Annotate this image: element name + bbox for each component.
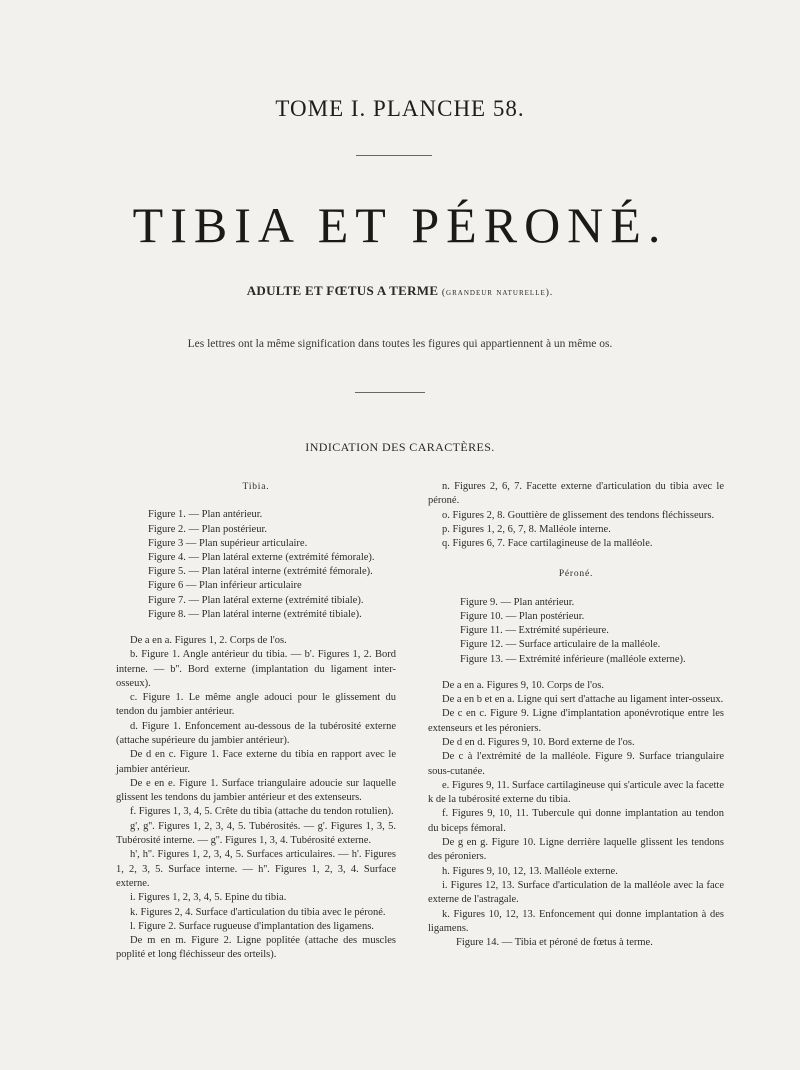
divider-top <box>356 155 432 156</box>
divider-middle <box>355 392 425 393</box>
section-heading: INDICATION DES CARACTÈRES. <box>305 440 495 454</box>
perone-paragraph: De c à l'extrémité de la malléole. Figure 9. Surface triangulaire sous-cutanée. <box>428 751 724 777</box>
tibia-paragraph: l. Figure 2. Surface rugueuse d'implantation des ligamens. <box>130 920 374 932</box>
tibia-paragraph: b. Figure 1. Angle antérieur du tibia. — b'. Figures 1, 2. Bord interne. — b''. Bord externe (implantation du ligament inter-osseux). <box>116 649 396 689</box>
tibia-paragraph: f. Figures 1, 3, 4, 5. Crête du tibia (attache du tendon rotulien). <box>130 806 394 818</box>
tibia-paragraph: i. Figures 1, 2, 3, 4, 5. Epine du tibia. <box>130 892 287 904</box>
tibia-paragraph: c. Figure 1. Le même angle adouci pour le glissement du tendon du jambier antérieur. <box>116 692 396 718</box>
perone-paragraph: f. Figures 9, 10, 11. Tubercule qui donne implantation au tendon du biceps fémoral. <box>428 808 724 834</box>
figure-item: Figure 10. — Plan postérieur. <box>460 610 585 622</box>
right-column <box>428 480 724 950</box>
tibia-paragraph: De e en e. Figure 1. Surface triangulaire adoucie sur laquelle glissent les tendons du jambier antérieur et des extenseurs. <box>116 777 396 804</box>
tibia-paragraph: p. Figures 1, 2, 6, 7, 8. Malléole interne. <box>442 523 611 535</box>
figure-item: Figure 11. — Extrémité supérieure. <box>460 625 609 637</box>
tibia-paragraph: k. Figures 2, 4. Surface d'articulation du tibia avec le péroné. <box>130 906 386 918</box>
tome-heading: TOME I. PLANCHE 58. <box>275 96 525 121</box>
tibia-paragraph: n. Figures 2, 6, 7. Facette externe d'articulation du tibia avec le péroné. <box>428 481 724 507</box>
tibia-paragraph: De m en m. Figure 2. Ligne poplitée (attache des muscles poplité et long fléchisseur des orteils). <box>116 935 396 961</box>
figure-item: Figure 6 — Plan inférieur articulaire <box>148 580 302 592</box>
figure-item: Figure 1. — Plan antérieur. <box>148 509 263 521</box>
figure-item: Figure 8. — Plan latéral interne (extrémité tibiale). <box>148 608 362 620</box>
perone-paragraph: De a en b et en a. Ligne qui sert d'attache au ligament inter-osseux. <box>442 694 724 706</box>
subtitle-note: (grandeur naturelle). <box>441 288 554 298</box>
tibia-paragraph: q. Figures 6, 7. Face cartilagineuse de la malléole. <box>442 538 653 550</box>
page-title: TIBIA ET PÉRONÉ. <box>132 197 668 253</box>
figure-item: Figure 3 — Plan supérieur articulaire. <box>148 537 308 549</box>
left-column <box>116 480 396 963</box>
tibia-paragraph: De a en a. Figures 1, 2. Corps de l'os. <box>130 634 287 646</box>
figure-item: Figure 4. — Plan latéral externe (extrémité fémorale). <box>148 551 375 563</box>
tibia-heading: Tibia. <box>242 482 270 492</box>
perone-paragraph: De a en a. Figures 9, 10. Corps de l'os. <box>442 679 604 691</box>
perone-paragraph: k. Figures 10, 12, 13. Enfoncement qui donne implantation à des ligamens. <box>428 908 724 934</box>
perone-paragraph: De g en g. Figure 10. Ligne derrière laquelle glissent les tendons des péroniers. <box>428 837 724 863</box>
tibia-paragraph: g', g''. Figures 1, 2, 3, 4, 5. Tubérosités. — g'. Figures 1, 3, 5. Tubérosité interne. — g''. Figures 1, 3, 4. Tubérosité externe. <box>116 820 396 847</box>
figure-item: Figure 7. — Plan latéral externe (extrémité tibiale). <box>148 594 364 606</box>
figure-item: Figure 13. — Extrémité inférieure (malléole externe). <box>460 653 686 665</box>
subtitle <box>0 283 800 299</box>
perone-last-figure: Figure 14. — Tibia et péroné de fœtus à terme. <box>456 937 653 949</box>
subtitle-main: ADULTE ET FŒTUS A TERME <box>246 283 439 298</box>
tibia-paragraph: o. Figures 2, 8. Gouttière de glissement des tendons fléchisseurs. <box>442 509 715 521</box>
perone-paragraph: i. Figures 12, 13. Surface d'articulation de la malléole avec la face externe de l'astragale. <box>428 879 724 906</box>
perone-paragraph: e. Figures 9, 11. Surface cartilagineuse qui s'articule avec la facette k de la tubérosité externe du tibia. <box>428 779 724 806</box>
perone-paragraph: h. Figures 9, 10, 12, 13. Malléole externe. <box>442 865 618 877</box>
perone-paragraph: De d en d. Figures 9, 10. Bord externe de l'os. <box>442 736 635 748</box>
figure-item: Figure 5. — Plan latéral interne (extrémité fémorale). <box>148 566 373 578</box>
perone-paragraph: De c en c. Figure 9. Ligne d'implantation aponévrotique entre les extenseurs et les péroniers. <box>428 708 724 734</box>
figure-item: Figure 9. — Plan antérieur. <box>460 596 575 608</box>
figure-item: Figure 2. — Plan postérieur. <box>148 523 267 535</box>
tibia-paragraph: d. Figure 1. Enfoncement au-dessous de la tubérosité externe (attache supérieure du jambier antérieur). <box>116 720 396 746</box>
tibia-paragraph: De d en c. Figure 1. Face externe du tibia en rapport avec le jambier antérieur. <box>116 749 396 775</box>
figure-item: Figure 12. — Surface articulaire de la malléole. <box>460 639 661 651</box>
tibia-paragraph: h', h''. Figures 1, 2, 3, 4, 5. Surfaces articulaires. — h'. Figures 1, 2, 3, 5. Surface interne. — h''. Figures 1, 2, 3, 4. Surface externe. <box>116 849 396 889</box>
perone-heading: Péroné. <box>558 569 594 580</box>
letters-note: Les lettres ont la même signification dans toutes les figures qui appartiennent à un même os. <box>187 338 613 350</box>
